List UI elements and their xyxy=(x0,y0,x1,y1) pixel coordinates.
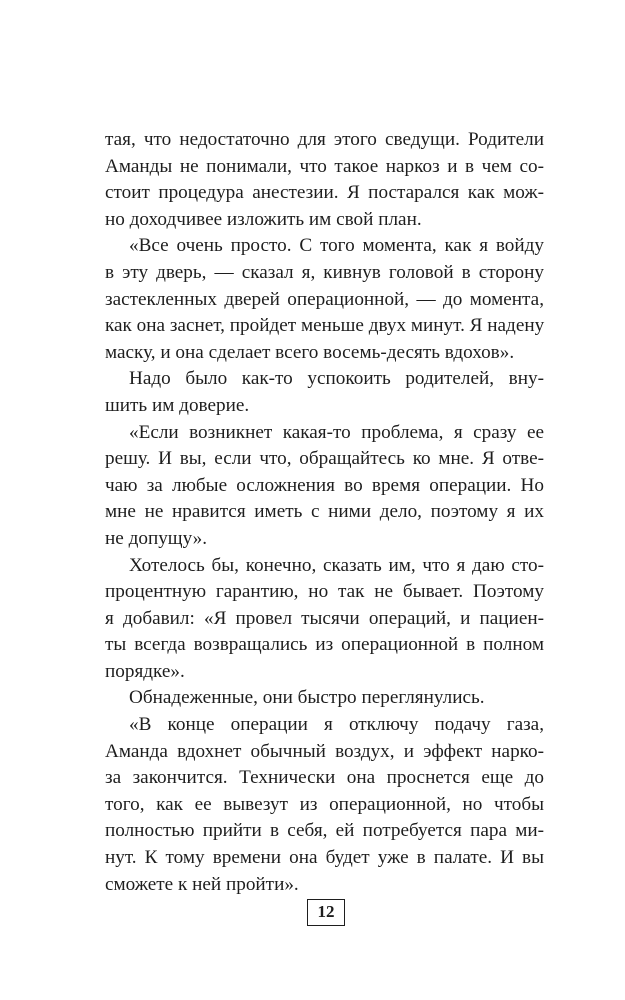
text-line: не допущу». xyxy=(105,527,208,549)
text-line: порядке». xyxy=(105,660,185,682)
text-line: Хотелось бы, конечно, сказать им, что я даю сто- xyxy=(129,554,544,576)
text-line: «В конце операции я отключу подачу газа, xyxy=(129,714,544,736)
text-line: шить им доверие. xyxy=(105,394,250,416)
text-line: «Если возникнет какая-то проблема, я сразу ее xyxy=(129,421,544,443)
text-line: стоит процедура анестезии. Я постарался как мож- xyxy=(105,182,544,204)
text-line: за закончится. Технически она проснется еще до xyxy=(105,767,544,789)
text-line: я добавил: «Я провел тысячи операций, и пациен- xyxy=(105,607,544,629)
text-line: чаю за любые осложнения во время операции. Но xyxy=(105,474,544,496)
text-line: мне не нравится иметь с ними дело, поэтому я их xyxy=(105,501,544,523)
text-line: Аманда вдохнет обычный воздух, и эффект нарко- xyxy=(105,740,544,762)
text-line: маску, и она сделает всего восемь-десять вдохов». xyxy=(105,341,515,363)
text-line: процентную гарантию, но так не бывает. Поэтому xyxy=(105,581,544,603)
text-line: но доходчивее изложить им свой план. xyxy=(105,208,422,230)
page-number: 12 xyxy=(307,899,345,926)
text-line: Аманды не понимали, что такое наркоз и в чем со- xyxy=(105,155,544,177)
text-line: тая, что недостаточно для этого сведущи. Родители xyxy=(105,129,544,150)
text-line: ты всегда возвращались из операционной в полном xyxy=(105,634,544,656)
text-line: Обнадеженные, они быстро переглянулись. xyxy=(129,687,485,709)
text-line: «Все очень просто. С того момента, как я войду xyxy=(129,235,544,257)
text-line: как она заснет, пройдет меньше двух минут. Я надену xyxy=(105,315,545,337)
text-line: застекленных дверей операционной, — до момента, xyxy=(105,288,544,310)
text-line: сможете к ней пройти». xyxy=(105,873,299,895)
text-line: в эту дверь, — сказал я, кивнув головой в сторону xyxy=(105,261,544,283)
text-line: нут. К тому времени она будет уже в палате. И вы xyxy=(105,847,544,869)
page-body xyxy=(105,127,544,898)
text-line: полностью прийти в себя, ей потребуется пара ми- xyxy=(105,820,544,842)
text-line: того, как ее вывезут из операционной, но чтобы xyxy=(105,793,544,815)
text-line: Надо было как-то успокоить родителей, вну- xyxy=(129,368,544,390)
text-line: решу. И вы, если что, обращайтесь ко мне. Я отве- xyxy=(105,448,544,470)
